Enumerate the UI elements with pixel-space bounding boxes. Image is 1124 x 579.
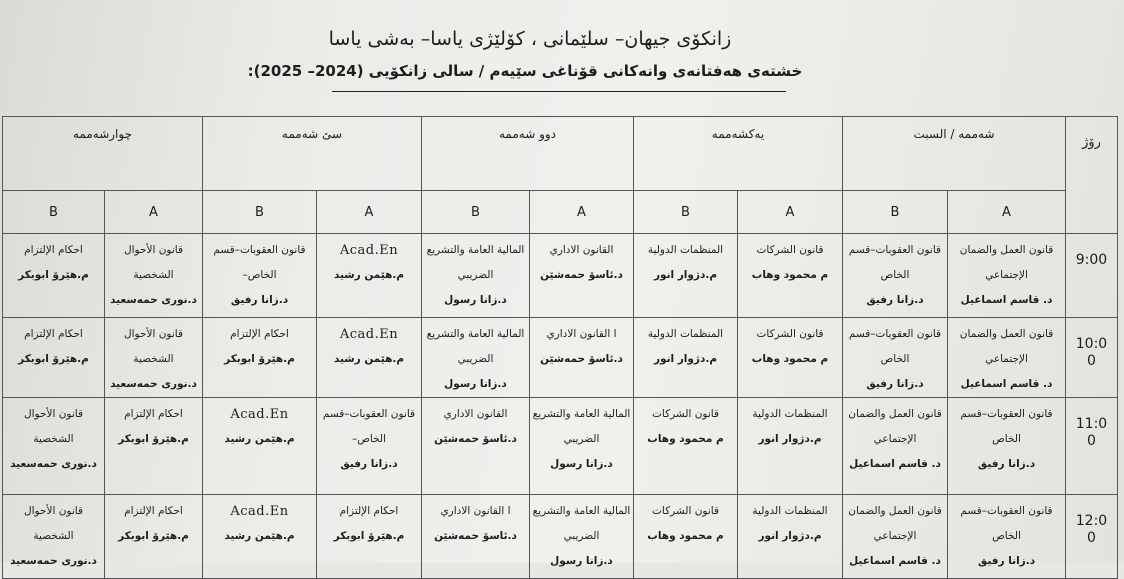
course-name: قانون الشركات <box>756 328 824 340</box>
course-name: القانون الاداري <box>549 244 614 256</box>
instructor-name: د. قاسم اسماعیل <box>960 294 1053 306</box>
instructor-name: م.هێمن رشيد <box>224 433 295 445</box>
schedule-cell <box>203 495 317 579</box>
course-name: المنظمات الدولية <box>647 244 724 256</box>
day-header-saturday: شەممە / السبت <box>843 117 1066 191</box>
course-name: المالية العامة والتشريع <box>532 408 631 420</box>
schedule-cell <box>843 398 948 495</box>
course-name: الضريبي <box>563 530 600 542</box>
instructor-name: د.ئاسۆ حمەشێن <box>434 530 517 542</box>
schedule-cell <box>634 398 738 495</box>
course-name: قانون العمل والضمان <box>959 328 1054 340</box>
instructor-name: د.زانا رسول <box>550 458 613 470</box>
instructor-name: د.زانا رفیق <box>977 458 1036 470</box>
schedule-cell <box>530 318 634 398</box>
schedule-cell <box>203 318 317 398</box>
instructor-name: م.دژوار انور <box>653 269 718 281</box>
course-name: الضريبي <box>563 433 600 445</box>
instructor-name: م محمود وهاب <box>647 433 724 445</box>
schedule-cell <box>317 495 422 579</box>
schedule-cell <box>105 495 203 579</box>
course-name: ا القانون الاداري <box>546 328 617 340</box>
schedule-cell <box>105 318 203 398</box>
instructor-name: م.هێرۆ ابوبكر <box>118 530 189 542</box>
instructor-name: د.ئاسۆ حمەشێن <box>540 269 623 281</box>
schedule-row <box>3 234 1118 318</box>
schedule-cell <box>843 234 948 318</box>
schedule-cell <box>738 495 843 579</box>
instructor-name: م.دژوار انور <box>758 433 822 445</box>
group-header-b: B <box>634 191 738 234</box>
course-name: الخاص <box>880 353 910 365</box>
course-name: Acad.En <box>230 407 289 422</box>
schedule-cell <box>203 234 317 318</box>
course-name: قانون العقوبات–قسم <box>213 244 306 256</box>
course-name: Acad.En <box>339 243 399 258</box>
schedule-cell <box>634 318 738 398</box>
schedule-row <box>3 318 1118 398</box>
schedule-cell <box>317 318 422 398</box>
course-name: قانون العقوبات–قسم <box>848 328 942 340</box>
course-name: قانون الشركات <box>652 408 719 420</box>
course-name: Acad.En <box>230 504 289 519</box>
course-name: قانون الأحوال <box>24 408 83 420</box>
instructor-name: م.هێمن رشيد <box>224 530 295 542</box>
time-slot-label: 9:00 <box>1066 234 1118 318</box>
course-name: قانون الأحوال <box>124 328 183 340</box>
course-name: الشخصية <box>33 530 74 542</box>
instructor-name: د.ئاسۆ حمەشێن <box>434 433 517 445</box>
schedule-cell <box>843 495 948 579</box>
course-name: قانون الشركات <box>756 244 824 256</box>
schedule-body <box>3 234 1118 579</box>
instructor-name: د. قاسم اسماعیل <box>849 555 941 567</box>
group-header-a: A <box>105 191 203 234</box>
course-name: المنظمات الدولية <box>752 408 828 420</box>
instructor-name: د.زانا رسول <box>444 294 507 306</box>
page-title: زانكۆی جیهان– سلێمانی ، كۆلێژی یاسا– بەشی یاسا <box>328 28 732 50</box>
course-name: الخاص <box>992 530 1021 542</box>
schedule-cell <box>422 398 530 495</box>
course-name: الإجتماعي <box>873 530 917 542</box>
schedule-cell <box>948 398 1066 495</box>
subtitle-underline <box>332 91 786 92</box>
time-slot-label: 10:0 0 <box>1066 318 1118 398</box>
schedule-cell <box>530 495 634 579</box>
page-subtitle: خشتەی هەفتانەی وانەكانی قۆناغی سێیەم / سالی زانكۆیی (2024– 2025): <box>247 62 803 80</box>
instructor-name: د.زانا رفیق <box>230 294 289 306</box>
instructor-name: د.زانا رسول <box>550 555 613 567</box>
course-name: قانون الأحوال <box>124 244 183 256</box>
instructor-name: م محمود وهاب <box>751 269 829 281</box>
instructor-name: د.نوری حمەسعید <box>10 458 97 470</box>
time-slot-label: 11:0 0 <box>1066 398 1118 495</box>
course-name: ا القانون الاداري <box>440 505 511 517</box>
course-name: قانون الشركات <box>652 505 719 517</box>
instructor-name: د. قاسم اسماعیل <box>960 378 1053 390</box>
course-name: الضريبي <box>457 353 494 365</box>
course-name: احكام الإلتزام <box>124 505 183 517</box>
schedule-cell <box>948 318 1066 398</box>
schedule-cell <box>317 234 422 318</box>
course-name: احكام الإلتزام <box>24 244 83 256</box>
course-name: قانون العمل والضمان <box>848 408 942 420</box>
instructor-name: د.نوری حمەسعید <box>110 294 197 306</box>
schedule-table <box>2 116 1118 579</box>
instructor-name: د.ئاسۆ حمەشێن <box>540 353 623 365</box>
instructor-name: د.زانا رسول <box>444 378 507 390</box>
day-header-wednesday: چوارشەممە <box>3 117 203 191</box>
schedule-cell <box>843 318 948 398</box>
instructor-name: م.دژوار انور <box>758 530 822 542</box>
course-name: المالية العامة والتشريع <box>532 505 631 517</box>
instructor-name: م.هێمن رشيد <box>333 353 405 365</box>
schedule-cell <box>105 234 203 318</box>
schedule-cell <box>203 398 317 495</box>
schedule-cell <box>422 495 530 579</box>
course-name: قانون الأحوال <box>24 505 83 517</box>
course-name: قانون العقوبات–قسم <box>322 408 416 420</box>
course-name: الضريبي <box>457 269 494 281</box>
instructor-name: م.هێرۆ ابوبكر <box>18 269 89 281</box>
corner-day-label: رۆژ <box>1066 117 1118 234</box>
time-slot-label: 12:0 0 <box>1066 495 1118 579</box>
group-header-a: A <box>948 191 1066 234</box>
course-name: احكام الإلتزام <box>24 328 83 340</box>
schedule-cell <box>3 495 105 579</box>
schedule-cell <box>738 398 843 495</box>
schedule-cell <box>422 318 530 398</box>
schedule-row <box>3 495 1118 579</box>
schedule-cell <box>3 398 105 495</box>
course-name: قانون العقوبات–قسم <box>848 244 942 256</box>
instructor-name: م.هێرۆ ابوبكر <box>118 433 189 445</box>
course-name: القانون الاداري <box>443 408 508 420</box>
course-name: قانون العقوبات–قسم <box>960 408 1053 420</box>
course-name: الخاص– <box>351 433 387 445</box>
group-header-b: B <box>843 191 948 234</box>
group-header-a: A <box>530 191 634 234</box>
course-name: الإجتماعي <box>985 269 1028 281</box>
course-name: الخاص– <box>242 269 277 281</box>
group-header-b: B <box>203 191 317 234</box>
instructor-name: م محمود وهاب <box>751 353 829 365</box>
instructor-name: م.هێرۆ ابوبكر <box>333 530 405 542</box>
instructor-name: د.نوری حمەسعید <box>10 555 97 567</box>
course-name: الشخصية <box>33 433 74 445</box>
course-name: الإجتماعي <box>873 433 917 445</box>
schedule-row <box>3 398 1118 495</box>
course-name: قانون العمل والضمان <box>959 244 1054 256</box>
course-name: المنظمات الدولية <box>647 328 724 340</box>
day-header-sunday: یەكشەممە <box>634 117 843 191</box>
schedule-cell <box>948 495 1066 579</box>
instructor-name: م.هێمن رشيد <box>333 269 405 281</box>
course-name: الخاص <box>880 269 910 281</box>
schedule-cell <box>530 234 634 318</box>
schedule-cell <box>105 398 203 495</box>
course-name: المالية العامة والتشريع <box>426 328 525 340</box>
instructor-name: د.زانا رفیق <box>977 555 1036 567</box>
instructor-name: م.دژوار انور <box>653 353 718 365</box>
course-name: المنظمات الدولية <box>752 505 828 517</box>
instructor-name: د. قاسم اسماعیل <box>849 458 941 470</box>
instructor-name: د.نوری حمەسعید <box>110 378 197 390</box>
course-name: احكام الإلتزام <box>230 328 289 340</box>
day-header-tuesday: سێ شەممە <box>203 117 422 191</box>
group-header-a: A <box>738 191 843 234</box>
instructor-name: م.هێرۆ ابوبكر <box>18 353 89 365</box>
schedule-cell <box>3 318 105 398</box>
schedule-cell <box>3 234 105 318</box>
group-header-b: B <box>3 191 105 234</box>
course-name: احكام الإلتزام <box>339 505 399 517</box>
schedule-cell <box>738 234 843 318</box>
course-name: الإجتماعي <box>985 353 1028 365</box>
schedule-cell <box>317 398 422 495</box>
schedule-cell <box>738 318 843 398</box>
instructor-name: د.زانا رفیق <box>866 378 924 390</box>
course-name: المالية العامة والتشريع <box>426 244 525 256</box>
schedule-cell <box>422 234 530 318</box>
schedule-cell <box>634 234 738 318</box>
course-name: Acad.En <box>339 327 399 342</box>
schedule-cell <box>530 398 634 495</box>
course-name: الشخصية <box>133 269 174 281</box>
course-name: الشخصية <box>133 353 174 365</box>
schedule-cell <box>948 234 1066 318</box>
course-name: قانون العمل والضمان <box>848 505 942 517</box>
day-header-monday: دوو شەممە <box>422 117 634 191</box>
course-name: احكام الإلتزام <box>124 408 183 420</box>
course-name: قانون العقوبات–قسم <box>960 505 1053 517</box>
course-name: الخاص <box>992 433 1021 445</box>
instructor-name: م محمود وهاب <box>647 530 724 542</box>
instructor-name: د.زانا رفیق <box>340 458 398 470</box>
instructor-name: م.هێرۆ ابوبكر <box>224 353 295 365</box>
group-header-a: A <box>317 191 422 234</box>
schedule-cell <box>634 495 738 579</box>
instructor-name: د.زانا رفیق <box>866 294 924 306</box>
group-header-b: B <box>422 191 530 234</box>
